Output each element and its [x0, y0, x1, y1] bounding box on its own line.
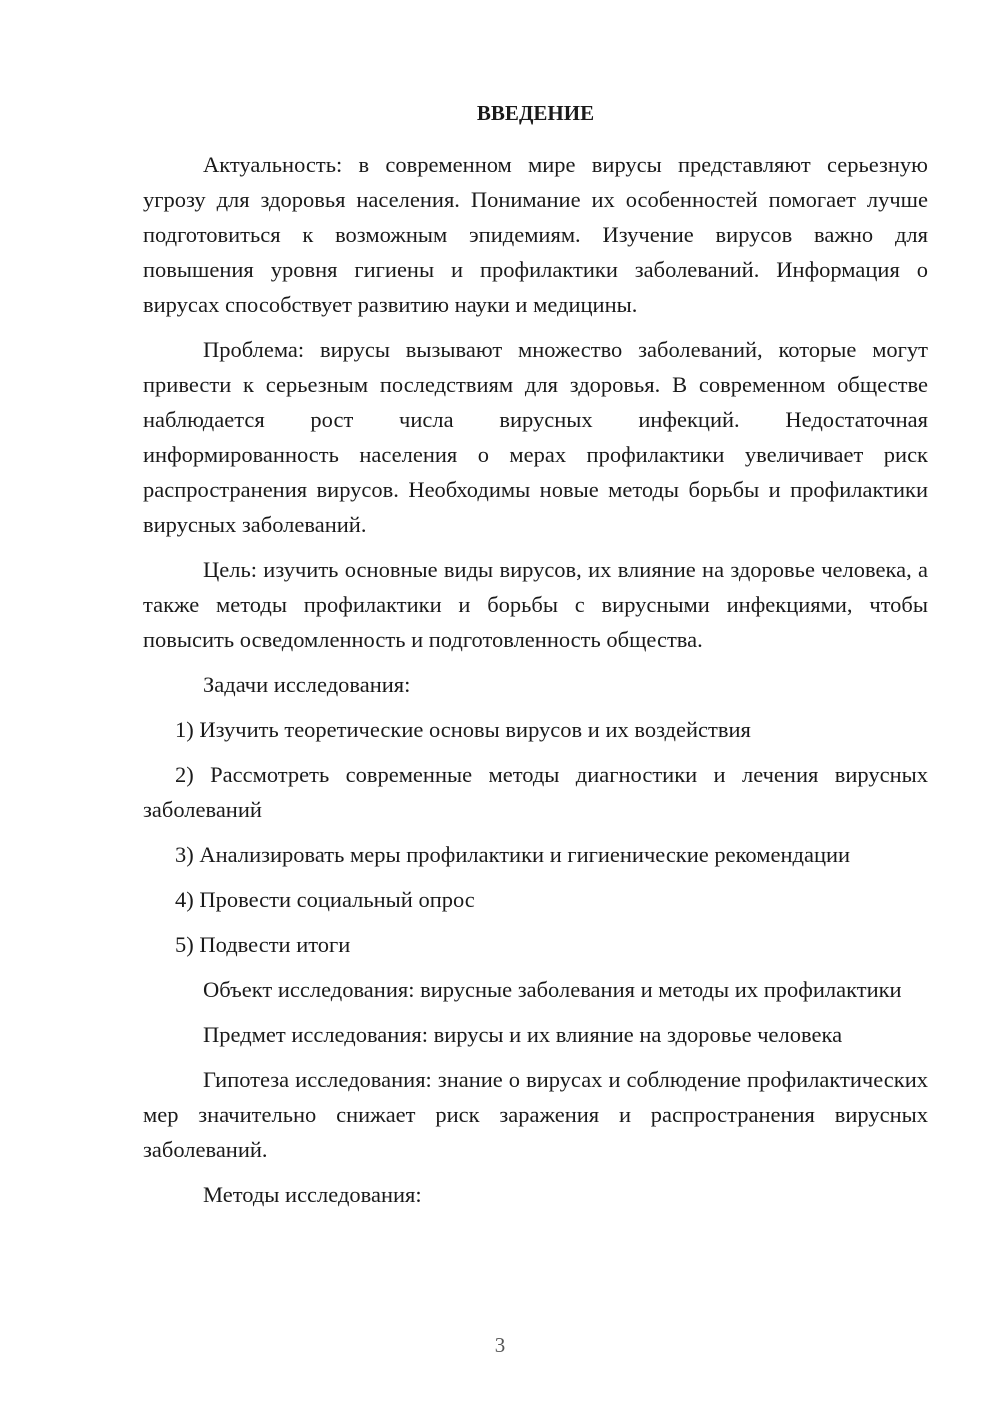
- paragraph-hypothesis: Гипотеза исследования: знание о вирусах и соблюдение профилактических мер значительно снижает риск заражения и распространения вирусных заболеваний.: [143, 1067, 928, 1162]
- paragraph-problem: Проблема: вирусы вызывают множество заболеваний, которые могут привести к серьезным последствиям для здоровья. В современном обществе наблюдается рост числа вирусных инфекций. Недостаточная информированность населения о мерах профилактики увеличивает риск распространения вирусов. Необходимы новые методы борьбы и профилактики вирусных заболеваний.: [143, 337, 928, 537]
- paragraph-goal: Цель: изучить основные виды вирусов, их влияние на здоровье человека, а также методы профилактики и борьбы с вирусными инфекциями, чтобы повысить осведомленность и подготовленность общества.: [143, 557, 928, 652]
- paragraph-relevance: Актуальность: в современном мире вирусы представляют серьезную угрозу для здоровья населения. Понимание их особенностей помогает лучше подготовиться к возможным эпидемиям. Изучение вирусов важно для повышения уровня гигиены и профилактики заболеваний. Информация о вирусах способствует развитию науки и медицины.: [143, 152, 928, 317]
- paragraph-methods: Методы исследования:: [203, 1182, 422, 1207]
- task-item-1: 1) Изучить теоретические основы вирусов и их воздействия: [175, 717, 751, 742]
- task-item-3: 3) Анализировать меры профилактики и гигиенические рекомендации: [175, 842, 851, 867]
- paragraph-tasks-heading: Задачи исследования:: [203, 672, 411, 697]
- task-item-4: 4) Провести социальный опрос: [175, 887, 475, 912]
- section-title: ВВЕДЕНИЕ: [476, 101, 595, 125]
- task-item-2: 2) Рассмотреть современные методы диагностики и лечения вирусных заболеваний: [143, 762, 928, 822]
- document-page: [143, 96, 928, 1222]
- page-number: 3: [494, 1333, 506, 1357]
- task-item-5: 5) Подвести итоги: [175, 932, 351, 957]
- paragraph-object: Объект исследования: вирусные заболевания и методы их профилактики: [203, 977, 902, 1002]
- paragraph-subject: Предмет исследования: вирусы и их влияние на здоровье человека: [203, 1022, 843, 1047]
